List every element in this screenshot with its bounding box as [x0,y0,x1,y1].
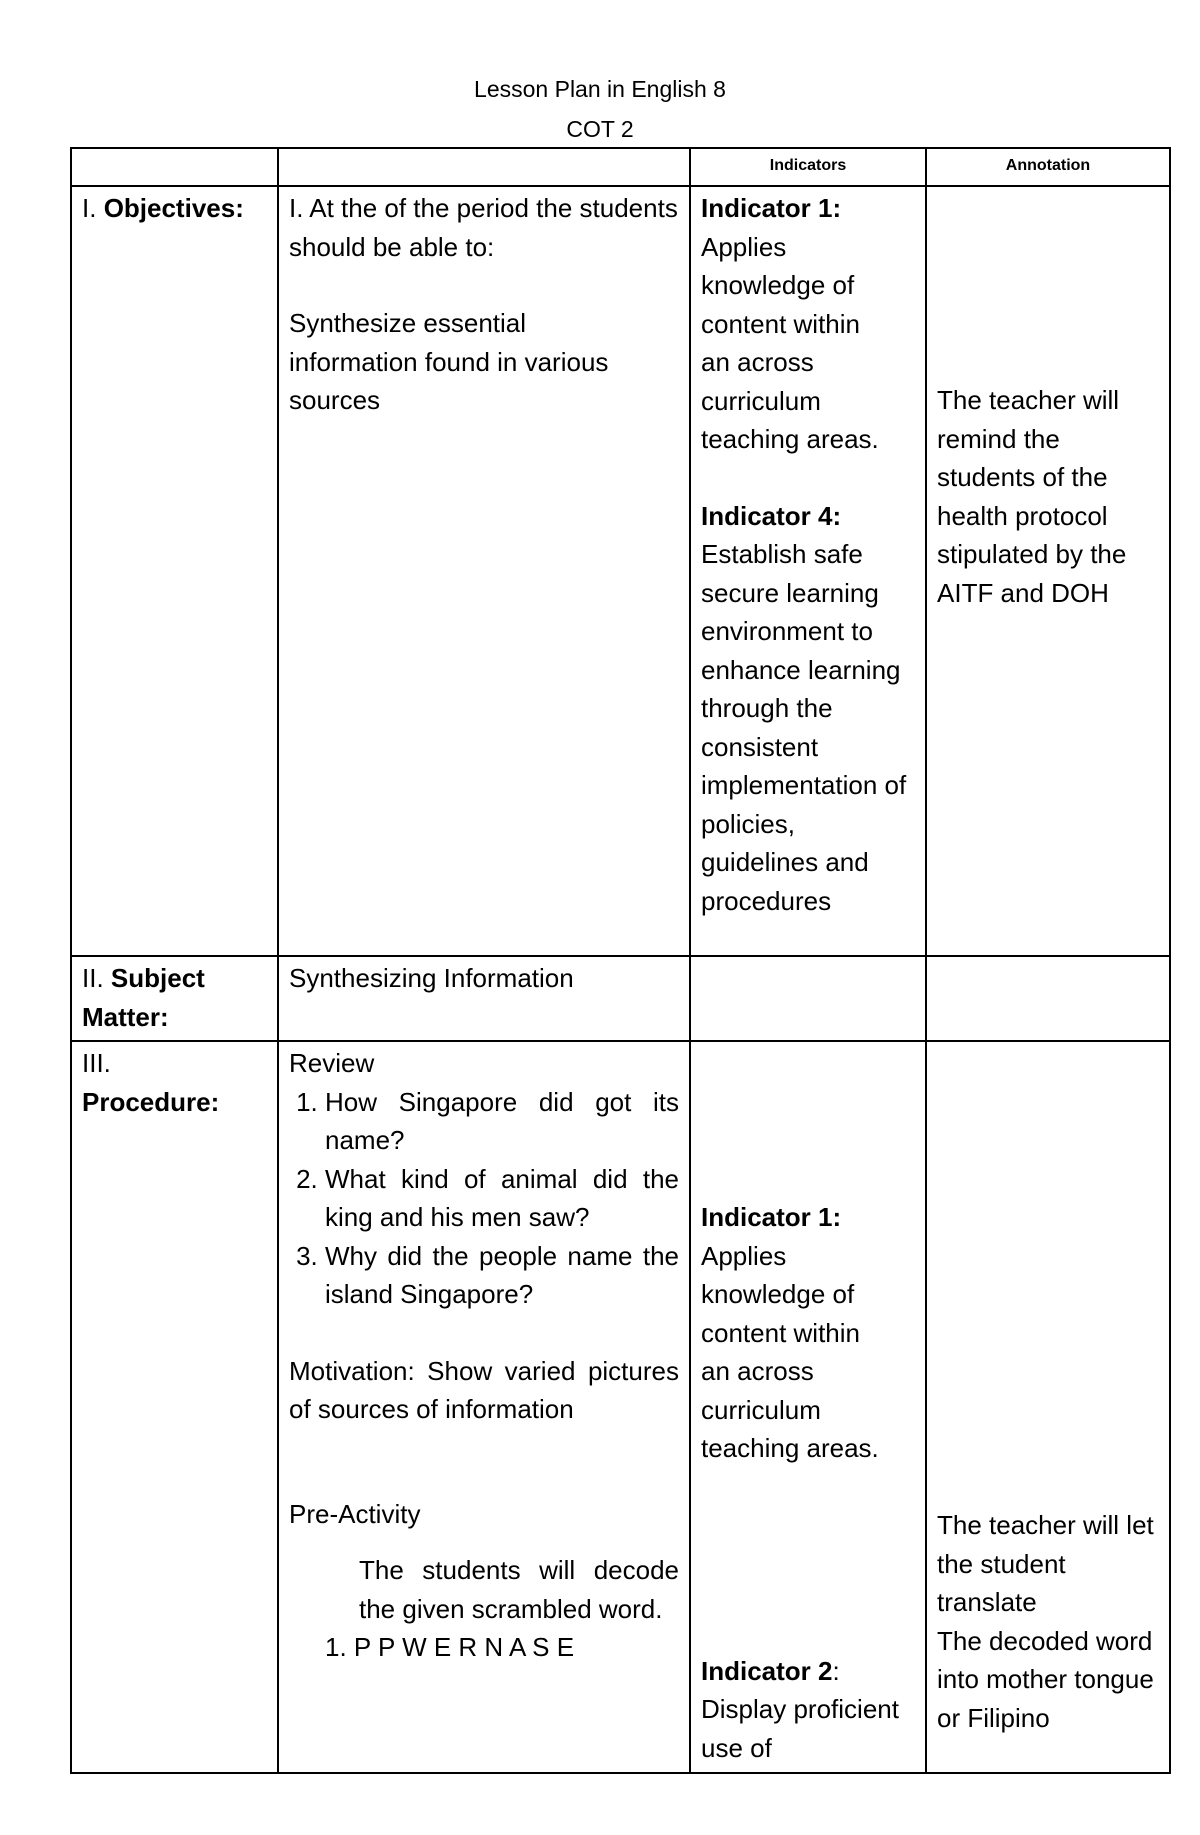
objectives-label [71,186,278,956]
objectives-indicator1-title: Indicator 1: [701,193,842,223]
procedure-label-text: Procedure: [82,1086,220,1117]
procedure-indicator2-colon: : [832,1655,840,1686]
procedure-indicator2-title: Indicator 2 [701,1655,833,1686]
procedure-label-prefix: III. [82,1048,111,1078]
subject-matter-indicators [690,956,926,1041]
header-cell-annotation: Annotation [926,148,1170,186]
motivation-text: Motivation: Show varied pictures of sources of information [289,1355,679,1424]
objectives-indicator1-text: Applies knowledge of content within an across curriculum teaching areas. [701,231,879,454]
scrambled-word: 1. P P W E R N A S E [325,1632,575,1662]
procedure-annotation-line2: The decoded word into mother tongue or Filipino [937,1625,1154,1733]
objectives-indicator4-text: Establish safe secure learning environment to enhance learning through the consistent implementation of policies, guidelines and procedures [701,539,907,916]
objectives-annotation [926,186,1170,956]
procedure-annotation [926,1041,1170,1773]
review-item: 3. Why did the people name the island Singapore? [325,1237,679,1314]
procedure-label [71,1041,278,1773]
header-cell-blank-2 [278,148,690,186]
table-header-row [71,148,1170,186]
lesson-plan-table [70,147,1171,1774]
objectives-indicators [690,186,926,956]
review-title: Review [289,1048,375,1078]
procedure-indicator1-title: Indicator 1: [701,1202,842,1232]
review-item: 2. What kind of animal did the king and his men saw? [325,1160,679,1237]
review-item: 1. How Singapore did got its name? [325,1083,679,1160]
objectives-line2: Synthesize essential information found in various sources [289,308,609,415]
procedure-indicator1-text: Applies knowledge of content within an across curriculum teaching areas. [701,1240,879,1463]
procedure-row [71,1041,1170,1773]
procedure-indicator2-text: Display proficient use of [701,1694,899,1763]
objectives-annotation-text: The teacher will remind the students of the health protocol stipulated by the AITF and DOH [937,385,1127,608]
review-list [289,1083,679,1314]
header-cell-indicators: Indicators [690,148,926,186]
header-cell-blank-1 [71,148,278,186]
pre-activity-title: Pre-Activity [289,1498,421,1529]
page-subtitle: COT 2 [566,116,634,142]
pre-activity-text: The students will decode the given scrambled word. [359,1555,679,1624]
subject-matter-label-text: Subject Matter: [82,963,205,1032]
objectives-content [278,186,690,956]
objectives-label-text: Objectives: [103,193,244,223]
objectives-line1: I. At the of the period the students should be able to: [289,193,678,262]
subject-matter-content: Synthesizing Information [278,956,690,1041]
procedure-annotation-line1: The teacher will let the student translate [937,1510,1154,1617]
procedure-content [278,1041,690,1773]
objectives-indicator4-title: Indicator 4: [701,500,842,531]
subject-matter-row [71,956,1170,1041]
subject-matter-label [71,956,278,1041]
page-title: Lesson Plan in English 8 [474,76,726,102]
procedure-indicators [690,1041,926,1773]
subject-matter-annotation [926,956,1170,1041]
subject-matter-label-prefix: II. [82,963,104,993]
objectives-row [71,186,1170,956]
objectives-label-prefix: I. [82,193,97,223]
